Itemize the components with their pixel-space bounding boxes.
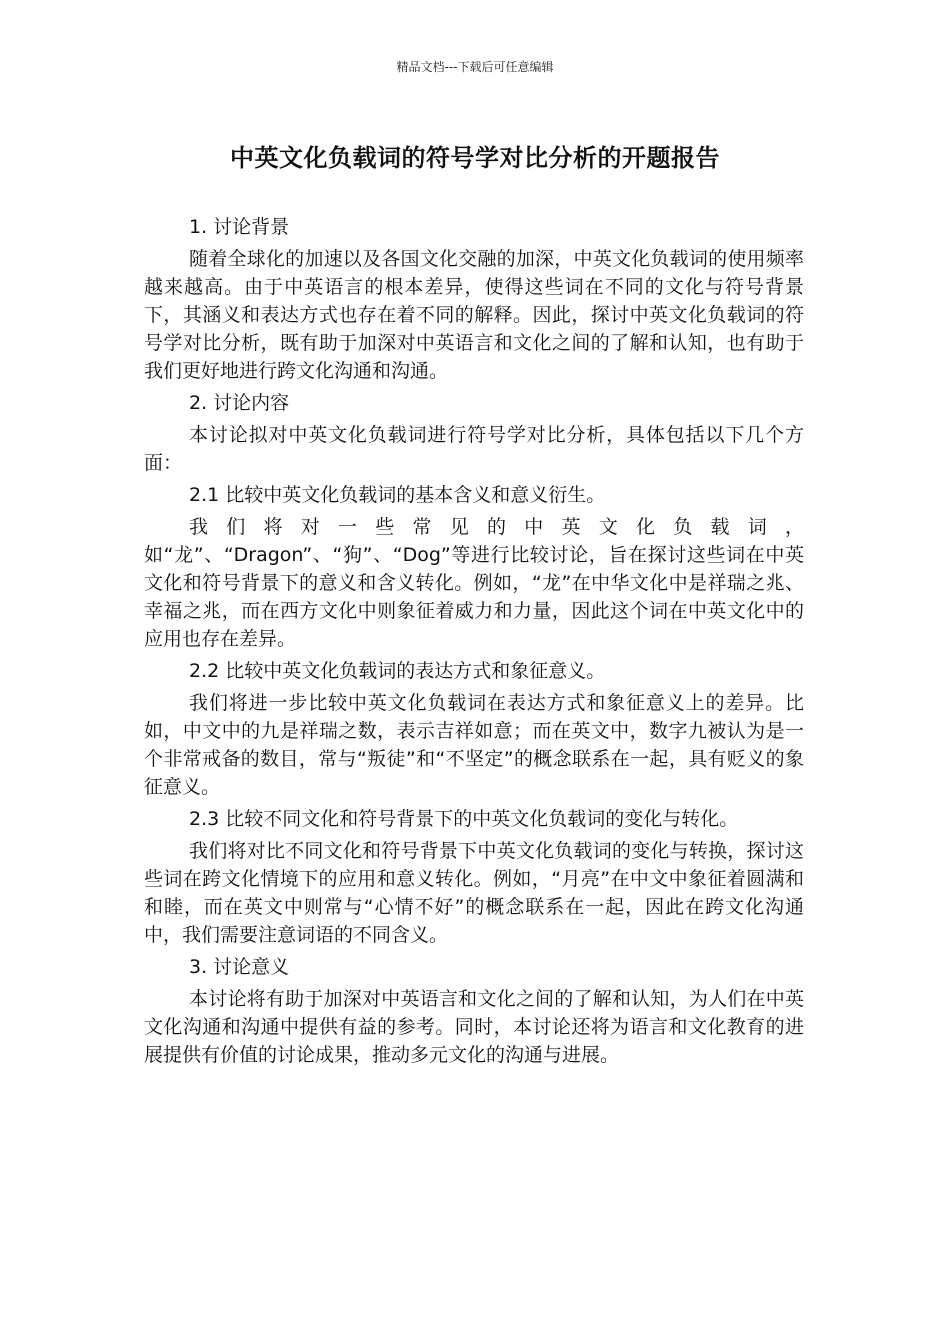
document-title: 中英文化负载词的符号学对比分析的开题报告 xyxy=(230,144,720,172)
paragraph-content-intro: 本讨论拟对中英文化负载词进行符号学对比分析，具体包括以下几个方面： xyxy=(144,424,804,474)
paragraph-2-3: 我们将对比不同文化和符号背景下中英文化负载词的变化与转换，探讨这些词在跨文化情境下的应用和意义转化。例如，“月亮”在中文中象征着圆满和和睦，而在英文中则常与“心情不好”的概念联系在一起，因此在跨文化沟通中，我们需要注意词语的不同含义。 xyxy=(144,840,804,946)
section-heading-significance: 3. 讨论意义 xyxy=(189,956,290,978)
document-body xyxy=(144,213,804,1073)
paragraph-2-2: 我们将进一步比较中英文化负载词在表达方式和象征意义上的差异。比如，中文中的九是祥瑞之数，表示吉祥如意；而在英文中，数字九被认为是一个非常戒备的数目，常与“叛徒”和“不坚定”的概念联系在一起，具有贬义的象征意义。 xyxy=(144,692,804,798)
subsection-heading-2-3: 2.3 比较不同文化和符号背景下的中英文化负载词的变化与转化。 xyxy=(189,808,739,830)
subsection-heading-2-2: 2.2 比较中英文化负载词的表达方式和象征意义。 xyxy=(189,660,606,682)
paragraph-significance: 本讨论将有助于加深对中英语言和文化之间的了解和认知，为人们在中英文化沟通和沟通中提供有益的参考。同时，本讨论还将为语言和文化教育的进展提供有价值的讨论成果，推动多元文化的沟通与进展。 xyxy=(144,988,804,1066)
paragraph-background: 随着全球化的加速以及各国文化交融的加深，中英文化负载词的使用频率越来越高。由于中英语言的根本差异，使得这些词在不同的文化与符号背景下，其涵义和表达方式也存在着不同的解释。因此，探讨中英文化负载词的符号学对比分析，既有助于加深对中英语言和文化之间的了解和认知，也有助于我们更好地进行跨文化沟通和沟通。 xyxy=(144,248,804,382)
section-heading-background: 1. 讨论背景 xyxy=(189,216,290,238)
subsection-heading-2-1: 2.1 比较中英文化负载词的基本含义和意义衍生。 xyxy=(189,484,606,506)
paragraph-2-1: 我们将对一些常见的中英文化负载词，如“龙”、“Dragon”、“狗”、“Dog”等进行比较讨论，旨在探讨这些词在中英文化和符号背景下的意义和含义转化。例如，“龙”在中华文化中是祥瑞之兆、幸福之兆，而在西方文化中则象征着威力和力量，因此这个词在中英文化中的应用也存在差异。 xyxy=(144,516,804,650)
header-note: 精品文档---下载后可任意编辑 xyxy=(396,60,554,74)
section-heading-content: 2. 讨论内容 xyxy=(189,392,290,414)
